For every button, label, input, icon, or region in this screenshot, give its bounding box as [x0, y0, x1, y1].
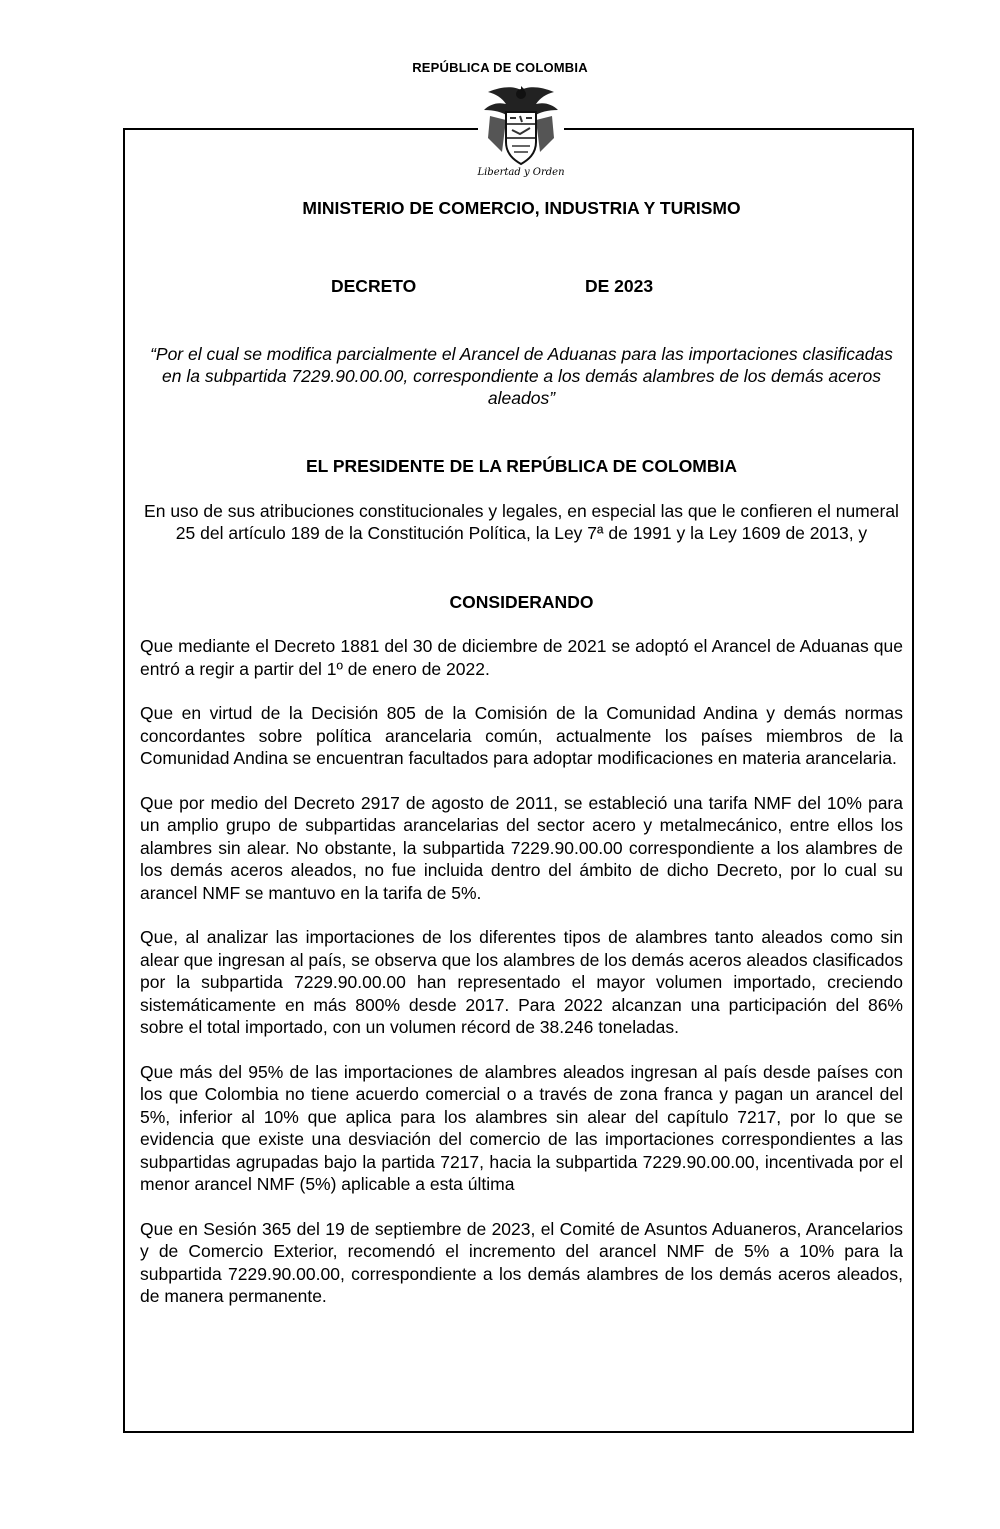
consideration-paragraph: Que mediante el Decreto 1881 del 30 de diciembre de 2021 se adoptó el Arancel de Aduanas que entró a regir a partir del 1º de enero de 2022. [140, 636, 903, 679]
ministry-heading-block [140, 198, 903, 219]
decree-label: DECRETO [331, 276, 417, 296]
consideration-paragraph: Que en Sesión 365 del 19 de septiembre de 2023, el Comité de Asuntos Aduaneros, Arancelarios y de Comercio Exterior, recomendó el incremento del arancel NMF de 5% a 10% para la subpartida 7229.90.00.00, correspondiente a los demás alambres de los demás aceros aleados, de manera permanente. [140, 1218, 903, 1306]
decree-line [0, 276, 1000, 298]
consideration-paragraph: Que en virtud de la Decisión 805 de la Comisión de la Comunidad Andina y demás normas concordantes sobre política arancelaria común, actualmente los países miembros de la Comunidad Andina se encuentran facultados para adoptar modificaciones en materia arancelaria. [140, 703, 903, 768]
considerations-body [140, 635, 903, 1330]
decree-year: DE 2023 [585, 276, 654, 296]
consideration-paragraph: Que por medio del Decreto 2917 de agosto de 2011, se estableció una tarifa NMF del 10% para un amplio grupo de subpartidas arancelarias del sector acero y metalmecánico, entre ellos los alambres sin alear. No obstante, la subpartida 7229.90.00.00 correspondiente a los alambres de los demás aceros aleados, no fue incluida dentro del ámbito de dicho Decreto, por lo cual su arancel NMF se mantuvo en la tarifa de 5%. [140, 792, 903, 903]
issuer-heading: EL PRESIDENTE DE LA REPÚBLICA DE COLOMBIA [305, 456, 738, 476]
seal-motto: Libertad y Orden [477, 167, 565, 178]
issuer-block [140, 456, 903, 477]
country-header: REPÚBLICA DE COLOMBIA [412, 60, 588, 75]
decree-title: “Por el cual se modifica parcialmente el Arancel de Aduanas para las importaciones clasificadas en la subpartida 7229.90.00.00, correspondiente a los demás alambres de los demás aceros aleados” [150, 344, 893, 408]
preamble-text: En uso de sus atribuciones constitucionales y legales, en especial las que le confieren el numeral 25 del artículo 189 de la Constitución Política, la Ley 7ª de 1991 y la Ley 1609 de 2013, y [144, 501, 899, 543]
consideration-paragraph: Que, al analizar las importaciones de los diferentes tipos de alambres tanto aleados como sin alear que ingresan al país, se observa que los alambres de los demás aceros aleados clasificados por la subpartida 7229.90.00.00 han representado el mayor volumen importado, creciendo sistemáticamente en más 800% desde 2017. Para 2022 alcanzan una participación del 86% sobre el total importado, con un volumen récord de 38.246 toneladas. [140, 927, 903, 1037]
considerando-heading: CONSIDERANDO [449, 592, 594, 612]
considerando-block [140, 592, 903, 613]
ministry-name: MINISTERIO DE COMERCIO, INDUSTRIA Y TURISMO [302, 198, 741, 218]
consideration-paragraph: Que más del 95% de las importaciones de alambres aleados ingresan al país desde países con los que Colombia no tiene acuerdo comercial o a través de zona franca y pagan un arancel del 5%, inferior al 10% que aplica para los alambres sin alear del capítulo 7217, por lo que se evidencia que existe una desviación del comercio de las importaciones correspondientes a las subpartidas agrupadas bajo la partida 7217, hacia la subpartida 7229.90.00.00, incentivada por el menor arancel NMF (5%) aplicable a esta última [140, 1061, 903, 1194]
